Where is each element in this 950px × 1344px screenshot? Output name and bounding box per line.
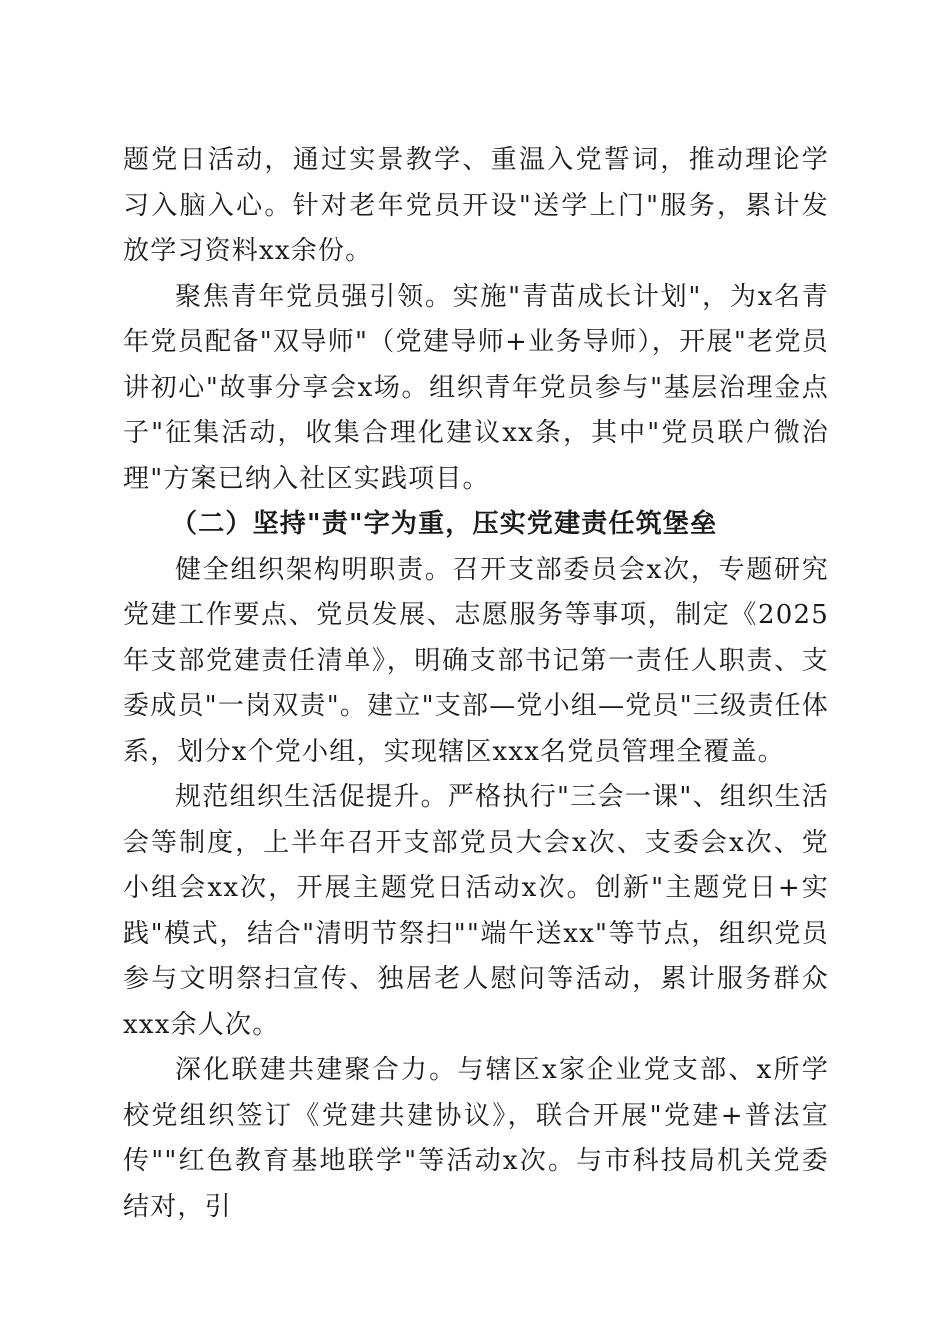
paragraph-continuation: 题党日活动，通过实景教学、重温入党誓词，推动理论学习入脑入心。针对老年党员开设"送学上门"服务，累计发放学习资料xx余份。 — [123, 145, 829, 266]
section-heading-2: （二）坚持"责"字为重，压实党建责任筑堡垒 — [171, 509, 718, 539]
document-body — [123, 138, 829, 1230]
paragraph-joint-building: 深化联建共建聚合力。与辖区x家企业党支部、x所学校党组织签订《党建共建协议》，联合开展"党建+普法宣传""红色教育基地联学"等活动x次。与市科技局机关党委结对，引 — [123, 1055, 829, 1222]
paragraph-organization-life: 规范组织生活促提升。严格执行"三会一课"、组织生活会等制度，上半年召开支部党员大会x次、支委会x次、党小组会xx次，开展主题党日活动x次。创新"主题党日+实践"模式，结合"清明节祭扫""端午送xx"等节点，组织党员参与文明祭扫宣传、独居老人慰问等活动，累计服务群众xxx余人次。 — [123, 782, 829, 1040]
paragraph-organization-structure: 健全组织架构明职责。召开支部委员会x次，专题研究党建工作要点、党员发展、志愿服务等事项，制定《2025年支部党建责任清单》，明确支部书记第一责任人职责、支委成员"一岗双责"。建立"支部—党小组—党员"三级责任体系，划分x个党小组，实现辖区xxx名党员管理全覆盖。 — [123, 554, 829, 767]
paragraph-youth-party-members: 聚焦青年党员强引领。实施"青苗成长计划"，为x名青年党员配备"双导师"（党建导师+业务导师），开展"老党员讲初心"故事分享会x场。组织青年党员参与"基层治理金点子"征集活动，收集合理化建议xx条，其中"党员联户微治理"方案已纳入社区实践项目。 — [123, 281, 829, 494]
